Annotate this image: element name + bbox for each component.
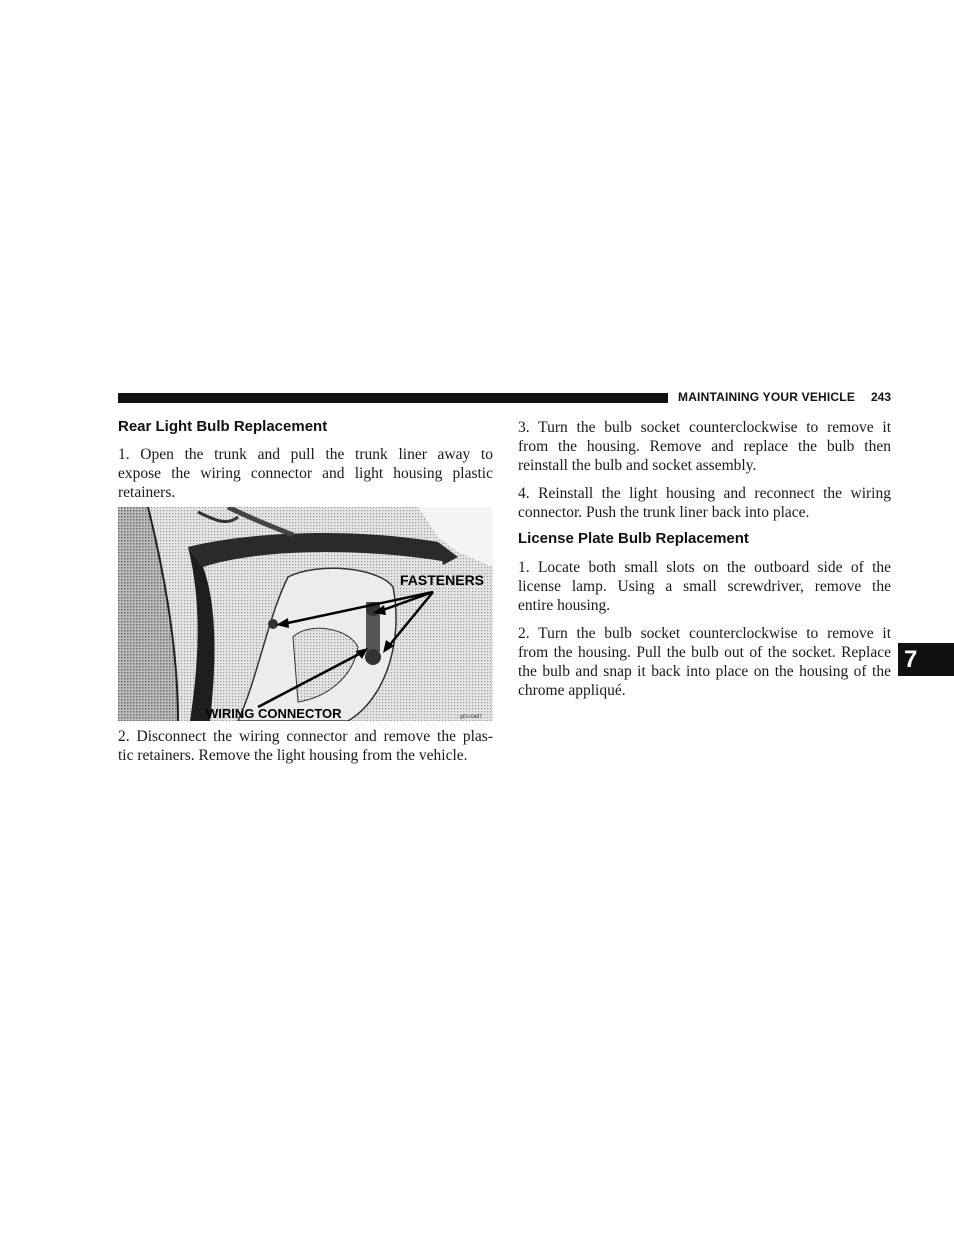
text-line: 1. Open the trunk and pull the trunk liner away to [118, 446, 493, 463]
page-number: 243 [871, 390, 892, 404]
label-fasteners: FASTENERS [400, 572, 485, 588]
text-line: 4. Reinstall the light housing and reconnect the wiring [518, 485, 891, 502]
license-plate-step-2 [518, 624, 891, 700]
license-plate-step-1 [518, 558, 891, 615]
text-line: license lamp. Using a small screwdriver, remove the [518, 578, 891, 595]
text-line: tic retainers. Remove the light housing from the vehicle. [118, 747, 468, 764]
figure-code: g01c0a87 [460, 714, 482, 720]
text-line: 2. Turn the bulb socket counterclockwise to remove it [518, 625, 891, 642]
text-line: expose the wiring connector and light housing plastic [118, 465, 493, 482]
running-header-title: MAINTAINING YOUR VEHICLE [678, 390, 856, 404]
rear-light-step-2 [118, 727, 493, 765]
chapter-tab: 7 [898, 643, 954, 676]
text-line: retainers. [118, 484, 176, 501]
license-plate-heading: License Plate Bulb Replacement [518, 530, 749, 547]
text-line: connector. Push the trunk liner back into place. [518, 504, 810, 521]
text-line: the bulb and snap it back into place on the housing of the [518, 663, 891, 680]
illustration-drawing [118, 507, 493, 721]
rear-light-step-1 [118, 445, 493, 502]
rear-light-step-4 [518, 484, 891, 522]
rear-light-illustration [118, 507, 493, 721]
text-line: 1. Locate both small slots on the outboard side of the [518, 559, 891, 576]
text-line: chrome appliqué. [518, 682, 626, 699]
label-wiring-connector: WIRING CONNECTOR [206, 706, 342, 721]
rear-light-heading: Rear Light Bulb Replacement [118, 418, 328, 435]
text-line: reinstall the bulb and socket assembly. [518, 457, 757, 474]
header-rule [118, 393, 668, 403]
rear-light-step-3 [518, 418, 891, 475]
text-line: 3. Turn the bulb socket counterclockwise to remove it [518, 419, 891, 436]
text-line: from the housing. Pull the bulb out of the socket. Replace [518, 644, 891, 661]
text-line: entire housing. [518, 597, 611, 614]
text-line: from the housing. Remove and replace the bulb then [518, 438, 891, 455]
text-line: 2. Disconnect the wiring connector and remove the plas- [118, 728, 493, 745]
